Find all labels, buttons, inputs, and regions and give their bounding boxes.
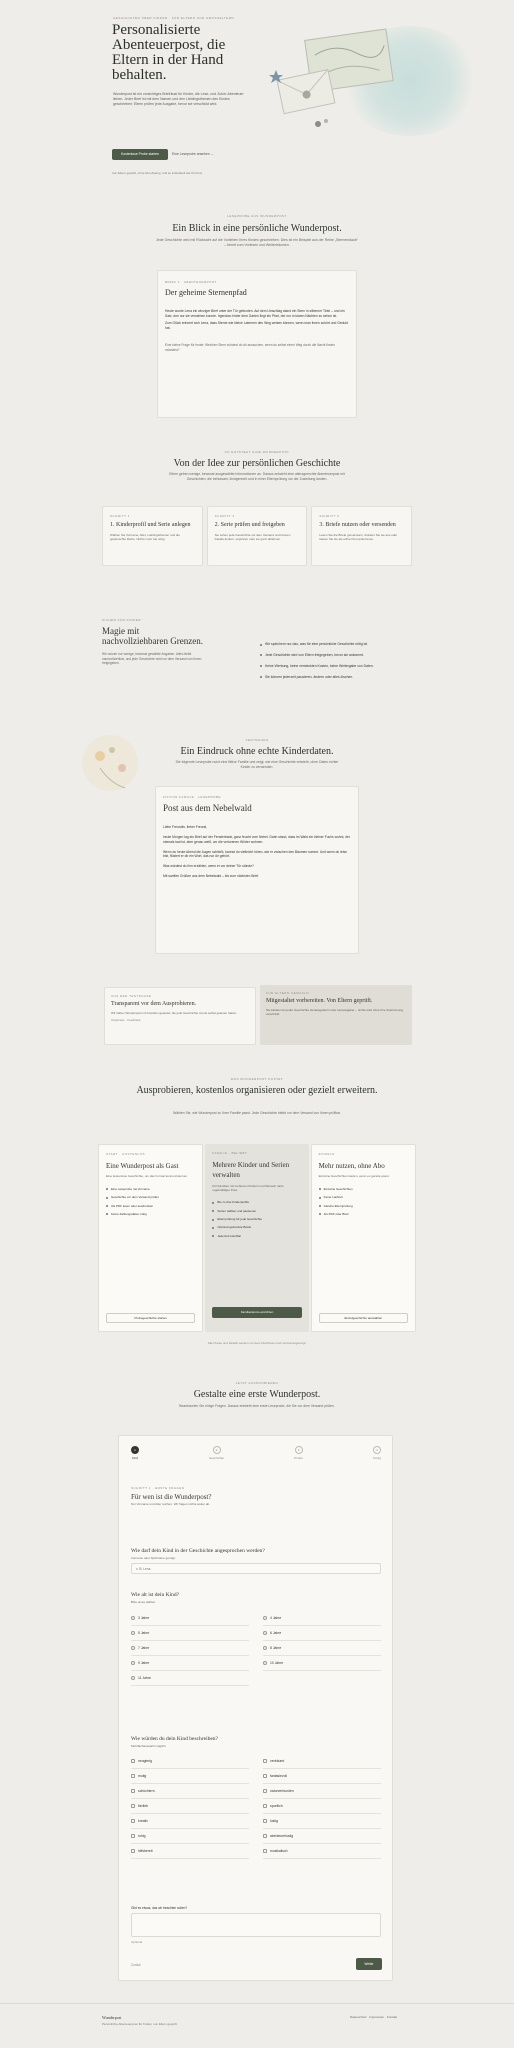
age-option[interactable]: 9 Jahre <box>131 1656 249 1671</box>
quote-text: Wir haben Wunderpost mit Familien getestet, die jede Geschichte zuerst selbst gelesen haben. <box>111 1011 238 1016</box>
trust-paragraph-4: Was würdest du ihm erzählen, wenn er vor deiner Tür stünde? <box>163 864 254 869</box>
age-label: Wie alt ist dein Kind? <box>131 1592 180 1598</box>
plan-text: Für Familien mit mehreren Kindern und Wunsch nach regelmäßiger Post. <box>212 1183 284 1192</box>
plan-title: Mehr nutzen, ohne Abo <box>318 1162 385 1171</box>
safety-item: Jede Geschichte wird von Eltern freigegeben, bevor sie ankommt. <box>260 653 410 658</box>
form-title: Gestalte eine erste Wunderpost. <box>193 1389 321 1400</box>
step-number: SCHRITT 3 <box>319 514 340 518</box>
footer-links[interactable]: Datenschutz · Impressum · Kontakt <box>350 2015 398 2019</box>
sample-letter-card <box>157 270 357 418</box>
plan-title: Mehrere Kinder und Serien verwalten <box>212 1161 290 1180</box>
safety-text: Wir nutzen nur wenige, bewusst gewählte Angaben. Alles bleibt nachvollziehbar, und jede Geschichte wird vor dem Versand von Ihnen freigegeben. <box>102 652 202 666</box>
safety-item: Keine Werbung, keine versteckten Kosten, keine Weitergabe von Daten. <box>260 664 410 669</box>
safety-list <box>260 642 410 686</box>
form-kicker: JETZT AUSPROBIEREN <box>235 1381 279 1385</box>
trust-letter-card <box>155 786 359 954</box>
footer-divider <box>0 2003 514 2004</box>
name-label: Wie darf dein Kind in der Geschichte angesprochen werden? <box>131 1548 265 1554</box>
quote-title: Mitgestaltet vorbereiten. Von Eltern geprüft. <box>266 998 373 1005</box>
step-card <box>311 506 412 566</box>
interests-label: Wie würden du dein Kind beschreiben? <box>131 1736 218 1742</box>
hero-title: Personalisierte Abenteuerpost, die Eltern in der Hand behalten. <box>112 22 226 83</box>
interest-option[interactable]: abenteuerlustig <box>263 1829 381 1844</box>
quote-text: Sie bleiben bei jeder Geschichte Herausgeberin oder Herausgeber – nichts wird ohne Ihre Zustimmung verschickt. <box>266 1008 403 1017</box>
trust-kicker: VERTRAUEN <box>245 738 269 742</box>
plans-kicker: WAS WUNDERPOST KOSTET <box>230 1077 284 1081</box>
interest-option[interactable]: ruhig <box>131 1829 249 1844</box>
interest-option[interactable]: schüchtern <box>131 1784 249 1799</box>
plans-title: Ausprobieren, kostenlos organisieren oder gezielt erweitern. <box>136 1085 378 1096</box>
hero-kicker: GESCHICHTEN ÜBER KINDER · FÜR ELTERN UND GROSSELTERN <box>113 16 235 20</box>
trust-title: Ein Eindruck ohne echte Kinderdaten. <box>180 746 334 757</box>
quote-kicker: AUS DER TESTPHASE <box>111 994 152 998</box>
age-option[interactable]: 6 Jahre <box>263 1626 381 1641</box>
trust-paragraph-3: Wenn du heute Abend die Augen schließt, kannst du vielleicht hören, wie er zwischen den Bäumen summt. Und wenn du leise bist, flüstert er dir ein Wort, das nur dir gehört. <box>163 849 347 859</box>
sample-link[interactable]: Eine Leseprobe ansehen → <box>172 152 215 156</box>
plan-tag: START · KOSTENLOS <box>106 1152 146 1156</box>
plan-tag: EINZELN <box>318 1152 335 1156</box>
interest-option[interactable]: naturverbunden <box>263 1784 381 1799</box>
trust-paragraph-1: Liebe Freundin, lieber Freund, <box>163 825 208 830</box>
plan-text: Einzelne Geschichten kaufen, wenn es gerade passt. <box>318 1174 390 1179</box>
footer-text: Persönliche Abenteuerpost für Kinder, von Eltern geprüft. <box>102 2022 178 2026</box>
sample-paragraph-3: Eine kleine Frage für heute: Welchen Stern würdest du dir aussuchen, wenn du selbst einen Weg durch die Nacht finden müsstest? <box>165 343 335 352</box>
process-intro: Eltern geben wenige, bewusst ausgewählte Informationen an. Daraus entsteht eine altersgerechte Abenteuerpost mit Geschichten, die behutsam, kindgerecht und in einer Elternprüfung vor der Zustellung landen. <box>169 472 345 481</box>
step-text: Sie sehen jede Geschichte vor dem Versand und können Details ändern, ergänzen oder sie ganz ablehnen. <box>214 533 291 542</box>
interest-option[interactable]: hilfsbereit <box>131 1844 249 1859</box>
age-option[interactable]: 10 Jahre <box>263 1656 381 1671</box>
hero-text: Wunderpost ist ein vorsichtiges Briefritual für Kinder, die Lese- und Zuhör-Abenteuer lieben. Jeder Brief ist mit dem Namen und den Lieblingsthemen des Kindes geschrieben; Eltern prüfen jede Ausgabe, bevor sie verschickt wird. <box>113 92 244 107</box>
hero-note: Von Eltern geprüft, ohne Abo-Zwang, und so individuell wie Ihr Kind. <box>112 171 203 175</box>
step-title: 3. Briefe nutzen oder versenden <box>319 522 396 529</box>
age-option[interactable]: 8 Jahre <box>263 1641 381 1656</box>
quote-meta: Testphase · Feedback <box>111 1018 141 1023</box>
interest-option[interactable]: fantasievoll <box>263 1769 381 1784</box>
map-envelope-illustration <box>268 22 418 137</box>
sample-title: Ein Blick in eine persönliche Wunderpost. <box>172 223 342 234</box>
age-option[interactable]: 4 Jahre <box>263 1611 381 1626</box>
stepper-step[interactable]: 2 Geschichte <box>209 1448 225 1460</box>
trust-paragraph-2: heute Morgen lag ein Brief auf der Fensterbank, ganz feucht vom Nebel. Darin stand, dass im Wald ein kleiner Fuchs wohnt, der niemals laut ist, aber genau weiß, wo die verlorenen Wörter wohnen. <box>163 835 350 844</box>
child-name-input[interactable] <box>131 1563 381 1574</box>
age-option[interactable]: 3 Jahre <box>131 1611 249 1626</box>
form-section-kicker: SCHRITT 1 · ERSTE FRAGEN <box>131 1486 185 1490</box>
sample-paragraph-2: Zum Glück erinnert sich Lena, dass Sterne wie kleine Laternen den Weg weisen können, wenn man ihnen zuhört und Geduld hat. <box>165 321 348 331</box>
interest-option[interactable]: sportlich <box>263 1799 381 1814</box>
footer-brand: Wunderpost <box>102 2015 122 2020</box>
plan-family-button[interactable]: Familienkonto einrichten <box>212 1307 301 1318</box>
plans-note: Alle Preise und Details werden vor dem Abschluss noch einmal angezeigt. <box>207 1341 307 1345</box>
safety-item: Sie können jederzeit pausieren, ändern oder alles löschen. <box>260 675 410 680</box>
age-options <box>131 1611 381 1686</box>
interest-option[interactable]: tierlieb <box>131 1799 249 1814</box>
process-steps <box>102 506 412 566</box>
trust-card-title: Post aus dem Nebelwald <box>163 803 252 814</box>
stepper-step[interactable]: 3 Prüfen <box>294 1448 303 1460</box>
plans-intro: Wählen Sie, wie Wunderpost zu Ihrer Familie passt. Jede Geschichte bleibt vor dem Versand von Ihnen prüfbar. <box>173 1111 341 1115</box>
interest-option[interactable]: kreativ <box>131 1814 249 1829</box>
form-question: Für wen ist die Wunderpost? <box>131 1493 212 1501</box>
stepper-step[interactable]: 1 Kind <box>131 1448 138 1460</box>
quote-kicker: FÜR ELTERN GEMACHT <box>266 991 310 995</box>
sample-card-kicker: BRIEF 1 · ABENTEUERPOST <box>165 280 217 284</box>
interest-option[interactable]: mutig <box>131 1769 249 1784</box>
start-trial-button[interactable]: Kostenlose Probe starten <box>112 149 168 160</box>
age-option[interactable]: 5 Jahre <box>131 1626 249 1641</box>
age-option[interactable]: 11 Jahre <box>131 1671 249 1686</box>
form-stepper <box>131 1446 381 1466</box>
interest-option[interactable]: verträumt <box>263 1754 381 1769</box>
sample-paragraph-1: Heute wurde Lena ein winziger Brief unter der Tür gefunden. Auf dem Umschlag stand ein Stern in silberner Tinte – und ein Satz, den nur sie verstehen konnte. Irgendwo hinter dem Garten liegt ein Pfad, der nur in klaren Nächten zu sehen ist. <box>165 308 345 318</box>
sample-intro: Jede Geschichte wird mit Rücksicht auf die Vorlieben Ihres Kindes geschrieben. Dies ist ein Beispiel aus der Reihe „Sternenstaub“ – bereit zum Vorlesen und Weiterträumen. <box>156 238 358 248</box>
age-help: Bitte eines wählen <box>131 1600 156 1604</box>
process-title: Von der Idee zur persönlichen Geschichte <box>173 458 341 469</box>
step-text: Lesen Sie die Briefe gemeinsam, drucken Sie sie aus oder lassen Sie sie als echte Post ankommen. <box>319 533 398 542</box>
interest-option[interactable]: neugierig <box>131 1754 249 1769</box>
quote-title: Transparent vor dem Ausprobieren. <box>111 1001 197 1008</box>
plan-free-button[interactable]: Probegeschichte starten <box>106 1313 195 1323</box>
plan-tag: FAMILIE · BELIEBT <box>212 1151 248 1155</box>
safety-kicker: SICHER FÜR KINDER <box>102 618 142 622</box>
trust-intro: Die folgende Leseprobe nutzt eine fiktive Familie und zeigt, wie eine Geschichte entsteht, ohne Daten echter Kinder zu verwenden. <box>175 760 339 769</box>
stepper-step[interactable]: 4 Fertig <box>373 1448 381 1460</box>
step-title: 2. Serie prüfen und freigeben <box>214 522 285 529</box>
sample-card-title: Der geheime Sternenpfad <box>165 288 247 298</box>
step-title: 1. Kinderprofil und Serie anlegen <box>110 522 191 529</box>
next-button[interactable]: Weiter <box>356 1958 382 1970</box>
safety-item: Wir speichern nur das, was für eine persönliche Geschichte nötig ist. <box>260 642 410 647</box>
quote-card-highlight <box>260 985 412 1045</box>
plan-single-button[interactable]: Einzelgeschichte auswählen <box>319 1313 408 1323</box>
plan-card-family: FAMILIE · BELIEBT Mehrere Kinder und Serien verwalten Für Familien mit mehreren Kindern und Wunsch nach regelmäßiger Post. Bis zu drei Kinderprofile Serien wählen und pausieren Elternprüfung für jede Geschichte Optional gedruckte Briefe Jederzeit kündbar Familienkonto einrichten <box>205 1144 308 1332</box>
notes-textarea[interactable] <box>131 1913 381 1937</box>
form-help: Nur Vorname und Alter reichen. Wir fragen nichts weiter ab. <box>131 1502 211 1506</box>
trust-paragraph-5: Mit sanften Grüßen aus dem Nebelwald – bis zum nächsten Brief. <box>163 873 260 878</box>
interest-option[interactable]: lustig <box>263 1814 381 1829</box>
plan-card-free: START · KOSTENLOS Eine Wunderpost als Gast Eine kostenlose Geschichte, um das Format kennenzulernen. Eine Leseprobe mit Vorname Geschichte vor dem Versand prüfen Als PDF lesen oder ausdrucken Keine Zahlungsdaten nötig Probegeschichte starten <box>98 1144 203 1332</box>
step-text: Wählen Sie Vorname, Alter, Lieblingsthemen und die gewünschte Reihe. Nichts mehr als nötig. <box>110 533 180 542</box>
interests-help: Mehrfachauswahl möglich <box>131 1744 166 1748</box>
step-number: SCHRITT 1 <box>110 514 130 518</box>
plan-card-single: EINZELN Mehr nutzen, ohne Abo Einzelne Geschichten kaufen, wenn es gerade passt. Einzelne Geschichten Keine Laufzeit Gleiche Elternprüfung Als PDF oder Brief Einzelgeschichte auswählen <box>311 1144 416 1332</box>
plan-text: Eine kostenlose Geschichte, um das Format kennenzulernen. <box>106 1174 188 1179</box>
name-help: Vorname oder Spitzname genügt. <box>131 1556 176 1560</box>
interest-option[interactable]: musikalisch <box>263 1844 381 1859</box>
step-number: SCHRITT 2 <box>214 514 235 518</box>
process-kicker: SO ENTSTEHT EINE WUNDERPOST <box>224 450 290 454</box>
step-card <box>102 506 203 566</box>
notes-label: Gibt es etwas, das wir beachten sollen? <box>131 1906 188 1910</box>
quote-card <box>104 987 256 1045</box>
back-button[interactable]: Zurück <box>131 1963 141 1967</box>
form-intro: Beantworten Sie einige Fragen. Daraus entsteht eine erste Leseprobe, die Sie vor dem Versand prüfen. <box>179 1404 335 1408</box>
sample-kicker: LESEPROBE AUS WUNDERPOST <box>227 214 287 218</box>
step-card <box>207 506 308 566</box>
plans-grid <box>98 1144 416 1332</box>
interest-options <box>131 1754 381 1859</box>
form-card <box>118 1435 393 1981</box>
trust-card-kicker: FIKTIVE FAMILIE · LESEPROBE <box>163 795 222 799</box>
notes-help: Optional <box>131 1940 143 1944</box>
safety-title: Magie mit nachvollziehbaren Grenzen. <box>102 626 203 646</box>
plan-title: Eine Wunderpost als Gast <box>106 1162 179 1171</box>
age-option[interactable]: 7 Jahre <box>131 1641 249 1656</box>
